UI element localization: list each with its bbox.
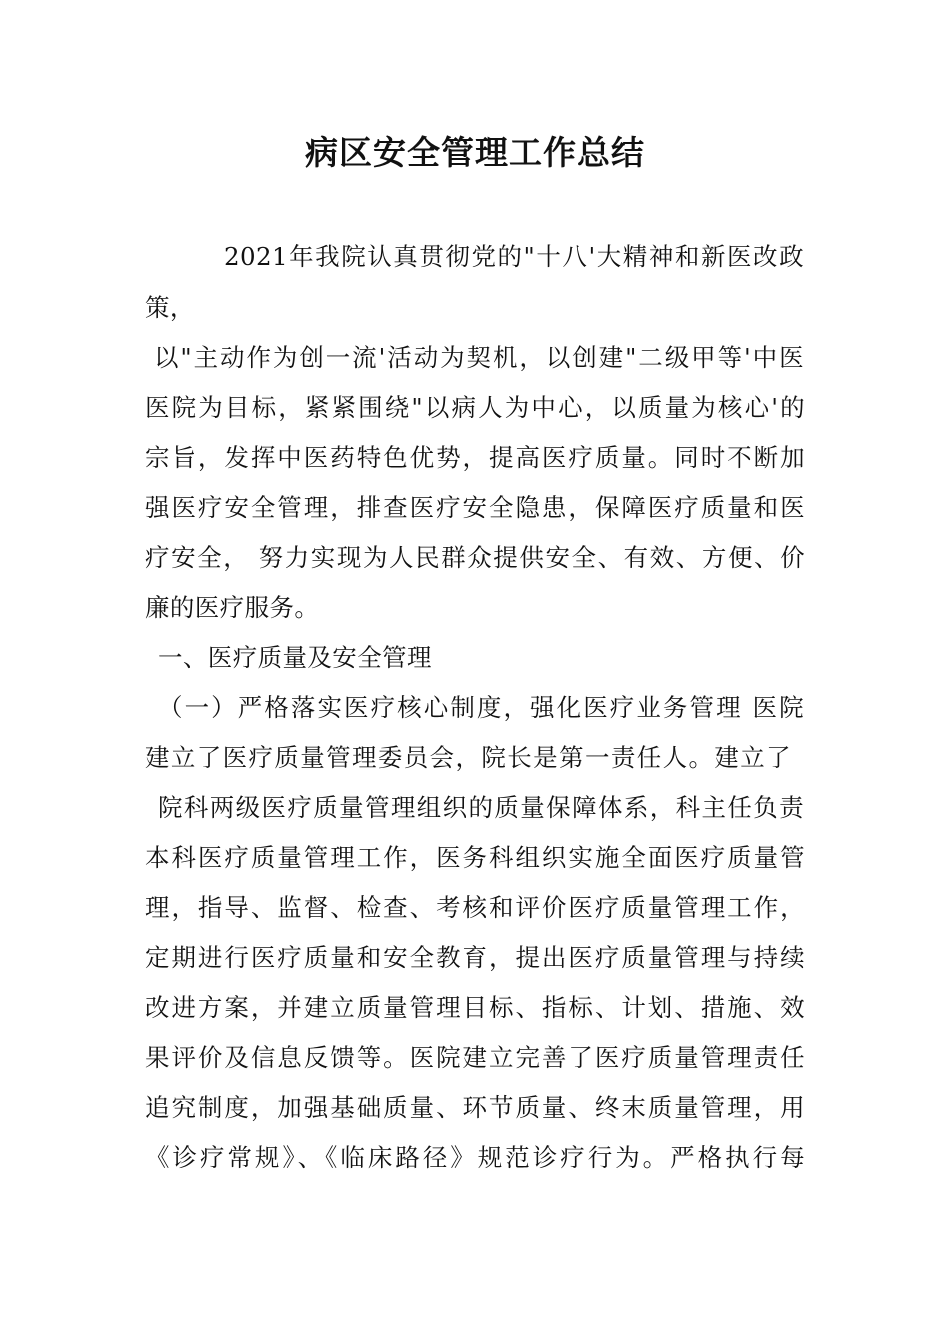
body-line: 理，指导、监督、检查、考核和评价医疗质量管理工作，	[145, 893, 805, 922]
body-line: 追究制度，加强基础质量、环节质量、终末质量管理，用	[145, 1093, 805, 1122]
body-line: 改进方案，并建立质量管理目标、指标、计划、措施、效	[145, 993, 805, 1022]
body-line: 医院为目标，紧紧围绕"以病人为中心，以质量为核心'的	[145, 393, 805, 422]
body-line: 院科两级医疗质量管理组织的质量保障体系，科主任负责	[158, 793, 804, 822]
body-line: 疗安全， 努力实现为人民群众提供安全、有效、方便、价	[145, 543, 805, 572]
body-line: 果评价及信息反馈等。医院建立完善了医疗质量管理责任	[145, 1043, 805, 1072]
body-line: 以"主动作为创一流'活动为契机，以创建"二级甲等'中医	[154, 343, 804, 372]
body-line: 强医疗安全管理，排查医疗安全隐患，保障医疗质量和医	[145, 493, 805, 522]
subsection-heading: （一）严格落实医疗核心制度，强化医疗业务管理 医院	[158, 693, 804, 722]
body-line: 2021年我院认真贯彻党的"十八'大精神和新医改政	[224, 242, 804, 271]
section-heading: 一、医疗质量及安全管理	[158, 643, 432, 672]
body-line: 廉的医疗服务。	[145, 593, 320, 622]
document-title: 病区安全管理工作总结	[305, 133, 645, 172]
body-line: 《诊疗常规》、《临床路径》规范诊疗行为。严格执行每	[145, 1143, 805, 1172]
body-line: 建立了医疗质量管理委员会，院长是第一责任人。建立了	[145, 743, 791, 772]
body-line: 宗旨，发挥中医药特色优势，提高医疗质量。同时不断加	[145, 443, 805, 472]
body-line: 定期进行医疗质量和安全教育，提出医疗质量管理与持续	[145, 943, 805, 972]
body-line: 策，	[145, 293, 195, 322]
body-line: 本科医疗质量管理工作，医务科组织实施全面医疗质量管	[145, 843, 805, 872]
